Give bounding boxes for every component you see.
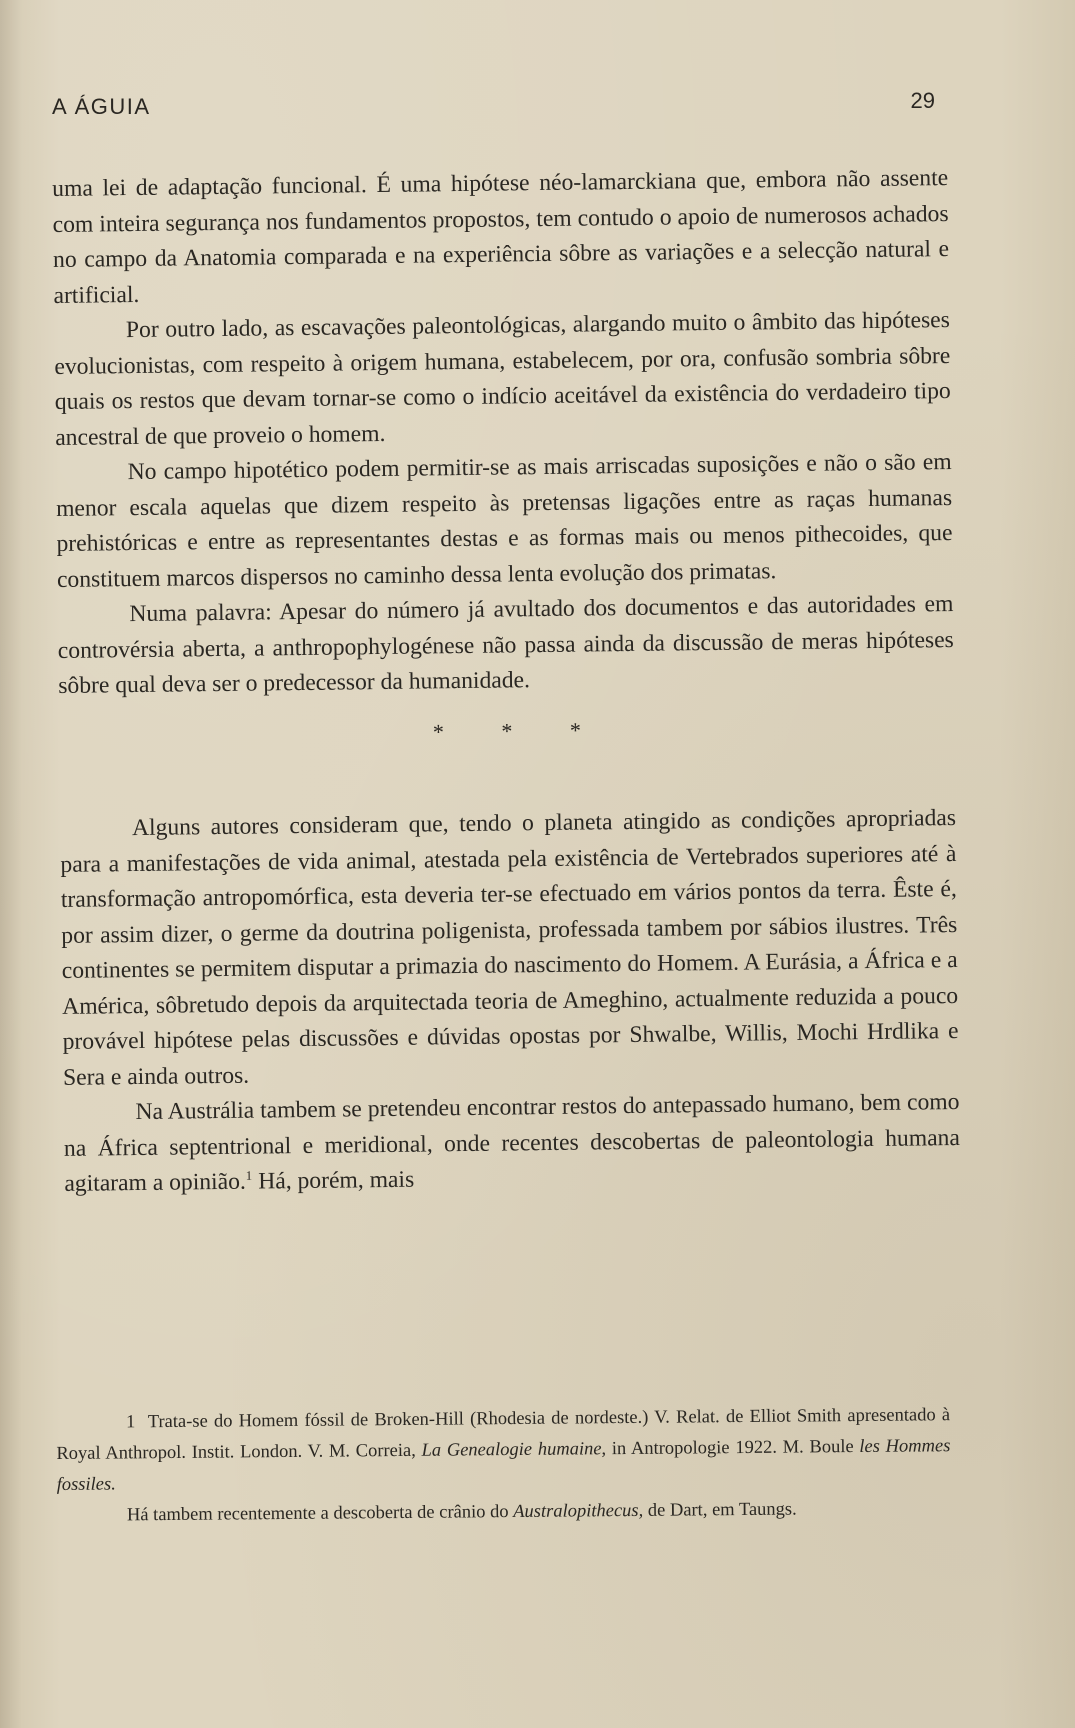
paragraph-6 — [63, 1085, 960, 1202]
footnote-1-number: 1 — [126, 1412, 136, 1433]
footnote-2-text-b: de Dart, em Taungs. — [643, 1499, 797, 1521]
paragraph-3: No campo hipotético podem permitir-se as mais arriscadas suposições e não o são em menor escala aquelas que dizem respeito às pretensas ligações entre as raças humanas prehistóricas e entre as representantes destas e as formas mais ou menos pithecoides, que constituem marcos dispersos no caminho dessa lenta evolução dos primatas. — [55, 449, 953, 593]
paragraph-5: Alguns autores consideram que, tendo o planeta atingido as condições apropriadas para a manifestações de vida animal, atestada pela existência de Vertebrados superiores até à transformação antropomórfica, esta deveria ter-se efectuado em vários pontos da terra. Êste é, por assim dizer, o germe da doutrina poligenista, professada tambem por sábios ilustres. Três continentes se permitem disputar a primazia do nascimento do Homem. A Eurásia, a África e a América, sôbretudo depois da arquitectada teoria de Ameghino, actualmente reduzida a pouco provável hipótese pelas discussões e dúvidas opostas por Shwalbe, Willis, Mochi Hrdlika e Sera e ainda outros. — [60, 805, 959, 1091]
body-text — [52, 161, 961, 1202]
page-number: 29 — [910, 88, 935, 113]
footnote-reference: 1 — [245, 1167, 253, 1183]
paragraph-6-text: Na Austrália tambem se pretendeu encontrar restos do antepassado humano, bem como na África septentrional e meridional, onde recentes descobertas de paleontologia humana agitaram a opinião. — [63, 1088, 961, 1197]
footnote-1-title-2: les Hommes fossiles. — [56, 1436, 951, 1495]
footnote-1-text-a: Trata-se do Homem fóssil de Broken-Hill (Rhodesia de nordeste.) V. Relat. de Elliot Smith apresentado à Royal Anthropol. Instit. London. V. M. Correia, — [56, 1405, 951, 1464]
footnotes — [56, 1400, 951, 1532]
section-separator: * * * — [432, 716, 608, 744]
paragraph-1: uma lei de adaptação funcional. É uma hipótese néo-lamarckiana que, embora não assente com inteira segurança nos fundamentos propostos, tem contudo o apoio de numerosos achados no campo da Anatomia comparada e na experiência sôbre as variações e a selecção natural e artificial. — [52, 165, 950, 309]
footnote-1 — [56, 1400, 951, 1501]
footnote-2-title: Australopithecus, — [513, 1500, 644, 1523]
footnote-1-title: La Genealogie humaine — [421, 1439, 602, 1461]
paragraph-6-tail: Há, porém, mais — [252, 1166, 415, 1195]
paragraph-2: Por outro lado, as escavações paleontológicas, alargando muito o âmbito das hipóteses evolucionistas, com respeito à origem humana, estabelecem, por ora, confusão sombria sôbre quais os restos que devam tornar-se como o indício aceitável da existência do verdadeiro tipo ancestral de que proveio o homem. — [54, 307, 951, 451]
footnote-2-text-a: Há tambem recentemente a descoberta de crânio do — [126, 1502, 514, 1526]
paragraph-4: Numa palavra: Apesar do número já avultado dos documentos e das autoridades em controvérsia aberta, a anthropophylogénese não passa ainda da discussão de meras hipóteses sôbre qual deva ser o predecessor da humanidade. — [57, 591, 954, 699]
footnote-1-text-b: , in Antropologie 1922. M. Boule — [601, 1436, 860, 1460]
running-head: A ÁGUIA — [52, 94, 151, 119]
footnote-2 — [57, 1493, 951, 1532]
page-header — [52, 88, 935, 128]
